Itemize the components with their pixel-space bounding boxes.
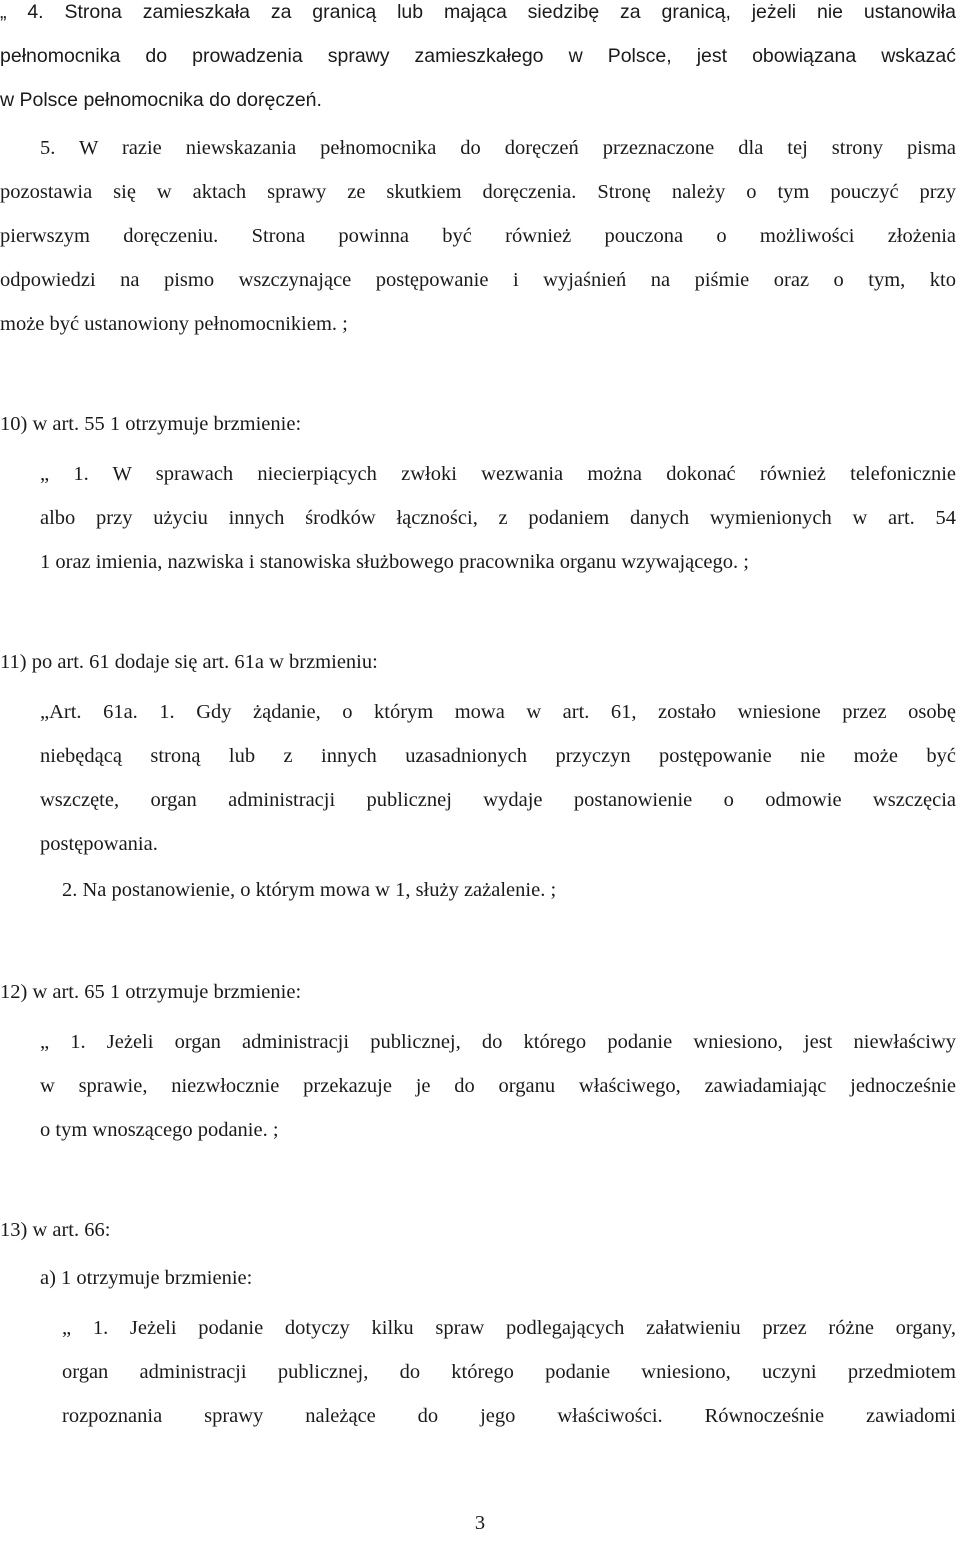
item-13a-heading — [0, 1256, 960, 1300]
item-13a-body — [0, 1306, 960, 1438]
paragraph-line: odpowiedzi na pismo wszczynające postępowanie i wyjaśnień na piśmie oraz o tym, kto — [0, 269, 956, 291]
item-13-heading — [0, 1208, 960, 1252]
paragraph-line: 2. Na postanowienie, o którym mowa w 1, służy zażalenie. ; — [62, 879, 557, 901]
paragraph-line: w sprawie, niezwłocznie przekazuje je do organu właściwego, zawiadamiając jednocześnie — [40, 1075, 956, 1097]
paragraph-line: pierwszym doręczeniu. Strona powinna być również pouczona o możliwości złożenia — [0, 225, 956, 247]
paragraph-line: „Art. 61a. 1. Gdy żądanie, o którym mowa w art. 61, zostało wniesione przez osobę — [40, 701, 956, 723]
paragraph-line: organ administracji publicznej, do którego podanie wniesiono, uczyni przedmiotem — [62, 1361, 956, 1383]
item-10-body-cont — [0, 496, 960, 584]
paragraph-line: „ 1. Jeżeli podanie dotyczy kilku spraw podlegających załatwieniu przez różne organy, — [62, 1317, 956, 1339]
paragraph-line: pełnomocnika do prowadzenia sprawy zamieszkałego w Polsce, jest obowiązana wskazać — [0, 45, 956, 67]
heading-text: a) 1 otrzymuje brzmienie: — [40, 1267, 253, 1289]
paragraph-line: w Polsce pełnomocnika do doręczeń. — [0, 89, 322, 111]
paragraph-line: „ 4. Strona zamieszkała za granicą lub mająca siedzibę za granicą, jeżeli nie ustanowiła — [0, 1, 956, 23]
paragraph-line: 1 oraz imienia, nazwiska i stanowiska służbowego pracownika organu wzywającego. ; — [40, 551, 749, 573]
item-11-body-2 — [0, 868, 960, 912]
item-12-heading — [0, 970, 960, 1014]
paragraph-line: „ 1. Jeżeli organ administracji publicznej, do którego podanie wniesiono, jest niewłaściwy — [40, 1031, 956, 1053]
paragraph-line: wszczęte, organ administracji publicznej wydaje postanowienie o odmowie wszczęcia — [40, 789, 956, 811]
paragraph-line: albo przy użyciu innych środków łączności, z podaniem danych wymienionych w art. 54 — [40, 507, 956, 529]
item-11-body — [0, 690, 960, 866]
item-12-body — [0, 1020, 960, 1064]
item-10-body — [0, 452, 960, 496]
paragraph-line: może być ustanowiony pełnomocnikiem. ; — [0, 313, 348, 335]
paragraph-line: o tym wnoszącego podanie. ; — [40, 1119, 279, 1141]
heading-text: 10) w art. 55 1 otrzymuje brzmienie: — [0, 413, 302, 435]
heading-text: 11) po art. 61 dodaje się art. 61a w brzmieniu: — [0, 651, 378, 673]
heading-text: 12) w art. 65 1 otrzymuje brzmienie: — [0, 981, 302, 1003]
page-number: 3 — [474, 1512, 486, 1534]
paragraph-line: pozostawia się w aktach sprawy ze skutkiem doręczenia. Stronę należy o tym pouczyć przy — [0, 181, 956, 203]
item-11-heading — [0, 640, 960, 684]
paragraph-line: rozpoznania sprawy należące do jego właściwości. Równocześnie zawiadomi — [62, 1405, 956, 1427]
paragraph-line: 5. W razie niewskazania pełnomocnika do doręczeń przeznaczone dla tej strony pisma — [40, 137, 956, 159]
paragraph-4 — [0, 0, 960, 122]
heading-text: 13) w art. 66: — [0, 1219, 111, 1241]
paragraph-5 — [0, 126, 960, 346]
paragraph-line: niebędącą stroną lub z innych uzasadnionych przyczyn postępowanie nie może być — [40, 745, 956, 767]
paragraph-line: „ 1. W sprawach niecierpiących zwłoki wezwania można dokonać również telefonicznie — [40, 463, 956, 485]
paragraph-line: postępowania. — [40, 833, 158, 855]
item-10-heading — [0, 402, 960, 446]
item-12-body-cont — [0, 1064, 960, 1152]
